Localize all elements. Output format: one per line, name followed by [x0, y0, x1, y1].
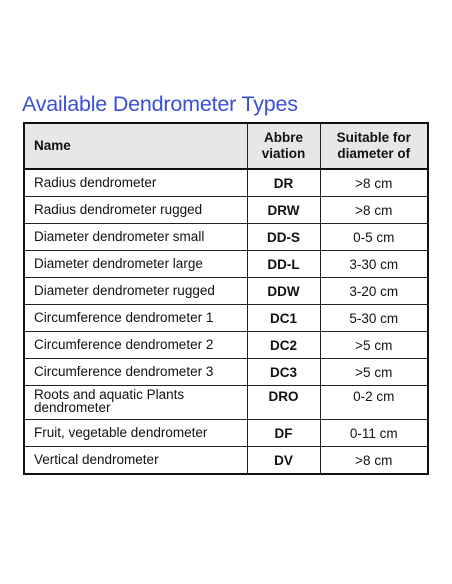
table-row [24, 251, 428, 278]
cell-diameter: 0-11 cm [320, 420, 428, 447]
cell-diameter: 0-2 cm [320, 386, 428, 420]
table-row [24, 224, 428, 251]
cell-diameter: 3-30 cm [320, 251, 428, 278]
header-diameter [320, 123, 428, 169]
table-row [24, 447, 428, 475]
cell-abbreviation: DRO [247, 386, 320, 420]
cell-diameter: 3-20 cm [320, 278, 428, 305]
table-row [24, 305, 428, 332]
cell-name: Circumference dendrometer 2 [24, 332, 247, 359]
table-row [24, 420, 428, 447]
table-row [24, 386, 428, 420]
cell-name: Diameter dendrometer rugged [24, 278, 247, 305]
table-header-row [24, 123, 428, 169]
cell-name: Radius dendrometer [24, 169, 247, 197]
table-row [24, 359, 428, 386]
cell-diameter: >8 cm [320, 447, 428, 475]
cell-diameter: >5 cm [320, 359, 428, 386]
dendrometer-types-table [23, 122, 429, 475]
cell-abbreviation: DD-S [247, 224, 320, 251]
cell-diameter: 5-30 cm [320, 305, 428, 332]
cell-abbreviation: DR [247, 169, 320, 197]
cell-abbreviation: DRW [247, 197, 320, 224]
cell-name: Circumference dendrometer 1 [24, 305, 247, 332]
cell-diameter: 0-5 cm [320, 224, 428, 251]
cell-abbreviation: DDW [247, 278, 320, 305]
table-row [24, 278, 428, 305]
cell-name: Diameter dendrometer small [24, 224, 247, 251]
cell-abbreviation: DC3 [247, 359, 320, 386]
cell-name: Diameter dendrometer large [24, 251, 247, 278]
cell-name: Fruit, vegetable dendrometer [24, 420, 247, 447]
cell-name: Circumference dendrometer 3 [24, 359, 247, 386]
cell-name: Radius dendrometer rugged [24, 197, 247, 224]
cell-abbreviation: DC2 [247, 332, 320, 359]
header-name: Name [24, 123, 247, 169]
header-diameter-line1: Suitable for [336, 130, 411, 145]
cell-diameter: >8 cm [320, 169, 428, 197]
table-row [24, 332, 428, 359]
header-diameter-line2: diameter of [337, 146, 411, 161]
header-abbreviation-line2: viation [261, 146, 306, 161]
table-row [24, 169, 428, 197]
cell-abbreviation: DV [247, 447, 320, 475]
cell-diameter: >5 cm [320, 332, 428, 359]
page-title: Available Dendrometer Types [22, 92, 298, 116]
cell-name: Roots and aquatic Plants dendrometer [24, 386, 247, 420]
cell-name: Vertical dendrometer [24, 447, 247, 475]
header-abbreviation-line1: Abbre [263, 130, 303, 145]
cell-abbreviation: DD-L [247, 251, 320, 278]
header-abbreviation [247, 123, 320, 169]
table-row [24, 197, 428, 224]
cell-abbreviation: DC1 [247, 305, 320, 332]
cell-diameter: >8 cm [320, 197, 428, 224]
cell-abbreviation: DF [247, 420, 320, 447]
